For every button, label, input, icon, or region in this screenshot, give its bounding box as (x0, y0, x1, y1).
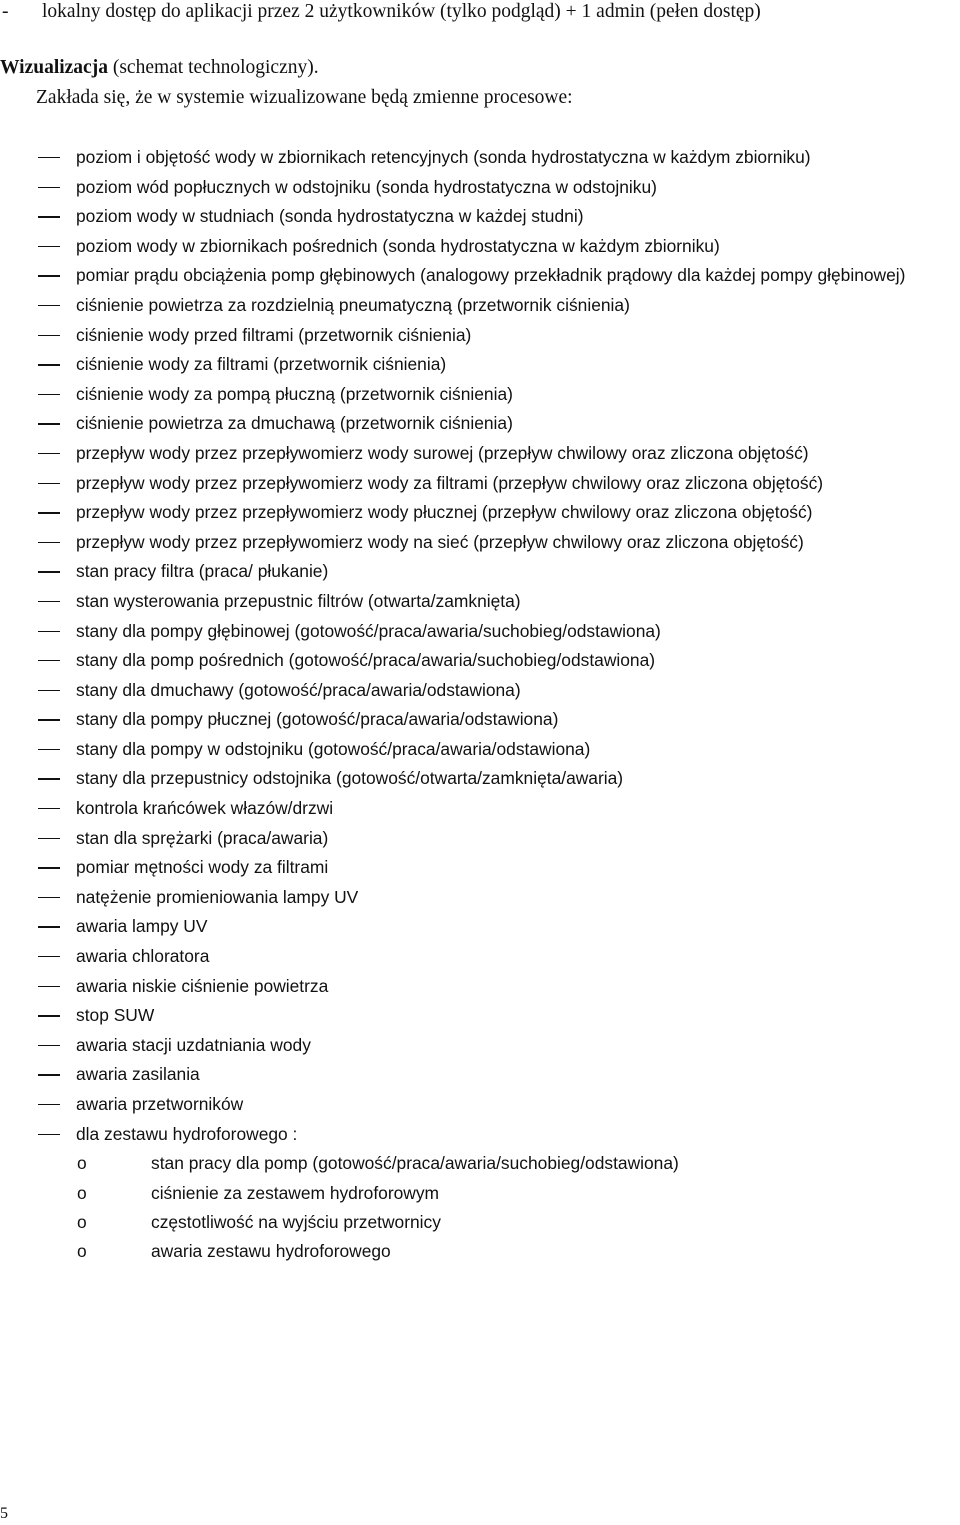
list-item-text: ciśnienie wody za filtrami (przetwornik ciśnienia) (76, 354, 447, 375)
list-item-text: pomiar mętności wody za filtrami (76, 857, 329, 878)
list-item-text: dla zestawu hydroforowego : (76, 1123, 298, 1144)
list-item (0, 705, 960, 735)
list-item (0, 1090, 960, 1120)
list-item-text: stan dla sprężarki (praca/awaria) (76, 827, 329, 848)
dash-bullet-icon (38, 157, 60, 158)
list-item-text: natężenie promieniowania lampy UV (76, 886, 359, 907)
dash-bullet-icon (38, 1045, 60, 1046)
list-item (0, 853, 960, 883)
list-item-text: awaria stacji uzdatniania wody (76, 1034, 311, 1055)
list-item-text: przepływ wody przez przepływomierz wody na sieć (przepływ chwilowy oraz zliczona objętość) (76, 531, 804, 552)
list-item (0, 676, 960, 706)
list-item-text: ciśnienie powietrza za dmuchawą (przetwornik ciśnienia) (76, 413, 513, 434)
dash-bullet-icon (38, 187, 60, 188)
circle-bullet-icon: o (77, 1182, 87, 1203)
sub-list-item (76, 1179, 958, 1208)
list-item (0, 1001, 960, 1031)
list-item (0, 409, 960, 439)
list-item (0, 942, 960, 972)
list-item (0, 587, 960, 617)
list-item (0, 291, 960, 321)
circle-bullet-icon: o (77, 1212, 87, 1232)
list-item-text: poziom wody w zbiornikach pośrednich (sonda hydrostatyczna w każdym zbiorniku) (76, 235, 720, 256)
dash-bullet-icon (38, 335, 60, 336)
list-item (0, 1060, 960, 1090)
dash-bullet-icon (38, 719, 60, 720)
section-heading (0, 56, 319, 80)
dash-bullet-icon (38, 1074, 60, 1075)
hydrophore-sublist (76, 1149, 958, 1267)
sub-list-item (76, 1149, 958, 1178)
list-item (0, 1031, 960, 1061)
list-item (0, 735, 960, 765)
list-item (0, 557, 960, 587)
list-item-text: poziom wody w studniach (sonda hydrostatyczna w każdej studni) (76, 206, 584, 227)
list-item (0, 764, 960, 794)
dash-bullet-icon (38, 275, 60, 276)
list-item (0, 380, 960, 410)
list-item (0, 350, 960, 380)
list-item-text: stany dla przepustnicy odstojnika (gotowość/otwarta/zamknięta/awaria) (76, 768, 624, 789)
list-item (0, 883, 960, 913)
dash-bullet-icon (38, 453, 60, 454)
dash-bullet-icon (38, 305, 60, 306)
dash-bullet-icon (38, 1104, 60, 1105)
dash-bullet-icon (38, 897, 60, 898)
list-item-text: awaria chloratora (76, 946, 210, 967)
list-item-text: pomiar prądu obciążenia pomp głębinowych (analogowy przekładnik prądowy dla każdej pompy głębinowej) (76, 265, 906, 286)
list-item-text: stany dla pompy płucznej (gotowość/praca/awaria/odstawiona) (76, 709, 559, 730)
dash-bullet-icon (38, 601, 60, 602)
list-item (0, 321, 960, 351)
dash-bullet-icon (38, 956, 60, 957)
dash-bullet-icon (38, 986, 60, 987)
list-item-text: awaria lampy UV (76, 916, 208, 937)
list-item-text: kontrola krańcówek włazów/drzwi (76, 798, 334, 819)
dash-bullet-icon (38, 542, 60, 543)
list-item (0, 439, 960, 469)
dash-bullet-icon (38, 808, 60, 809)
intro-paragraph: Zakłada się, że w systemie wizualizowane będą zmienne procesowe: (36, 87, 573, 108)
sub-list-item-text: awaria zestawu hydroforowego (151, 1241, 391, 1262)
list-item (0, 1120, 960, 1267)
dash-bullet-icon (38, 571, 60, 572)
list-item (0, 646, 960, 676)
dash-bullet-icon (38, 483, 60, 484)
dash-bullet-icon (38, 838, 60, 839)
list-item (0, 469, 960, 499)
list-item-text: poziom wód popłucznych w odstojniku (sonda hydrostatyczna w odstojniku) (76, 176, 657, 197)
circle-bullet-icon: o (77, 1241, 87, 1262)
sub-list-item (76, 1208, 958, 1237)
list-item (0, 202, 960, 232)
list-item (0, 528, 960, 558)
section-heading-rest: (schemat technologiczny). (107, 57, 319, 78)
dash-bullet-icon (38, 364, 60, 365)
list-item-text: przepływ wody przez przepływomierz wody surowej (przepływ chwilowy oraz zliczona objętość) (76, 442, 809, 463)
list-item-text: stan wysterowania przepustnic filtrów (otwarta/zamknięta) (76, 590, 521, 611)
dash-bullet: - (2, 1, 9, 22)
list-item (0, 261, 960, 291)
list-item-text: ciśnienie powietrza za rozdzielnią pneumatyczną (przetwornik ciśnienia) (76, 294, 630, 315)
list-item-text: ciśnienie wody przed filtrami (przetwornik ciśnienia) (76, 324, 472, 345)
list-item-text: poziom i objętość wody w zbiornikach retencyjnych (sonda hydrostatyczna w każdym zbiorniku) (76, 147, 811, 167)
list-item (0, 972, 960, 1002)
circle-bullet-icon: o (77, 1153, 87, 1174)
dash-bullet-icon (38, 926, 60, 927)
dash-bullet-icon (38, 394, 60, 395)
dash-bullet-icon (38, 216, 60, 217)
list-item (0, 173, 960, 203)
access-note-text: lokalny dostęp do aplikacji przez 2 użytkowników (tylko podgląd) + 1 admin (pełen dostęp) (42, 1, 761, 22)
list-item-text: ciśnienie wody za pompą płuczną (przetwornik ciśnienia) (76, 383, 513, 404)
list-item-text: stop SUW (76, 1005, 155, 1026)
list-item (0, 824, 960, 854)
dash-bullet-icon (38, 1015, 60, 1016)
sub-list-item (76, 1237, 958, 1266)
list-item (0, 498, 960, 528)
list-item-text: awaria przetworników (76, 1094, 244, 1114)
list-item-text: przepływ wody przez przepływomierz wody płucznej (przepływ chwilowy oraz zliczona objętość) (76, 502, 813, 523)
dash-bullet-icon (38, 867, 60, 868)
list-item-text: stany dla pompy głębinowej (gotowość/praca/awaria/suchobieg/odstawiona) (76, 620, 661, 641)
list-item (0, 617, 960, 647)
list-item-text: stany dla pompy w odstojniku (gotowość/praca/awaria/odstawiona) (76, 738, 591, 759)
list-item (0, 912, 960, 942)
list-item (0, 794, 960, 824)
section-heading-bold: Wizualizacja (0, 57, 108, 78)
list-item-text: przepływ wody przez przepływomierz wody za filtrami (przepływ chwilowy oraz zliczona objętość) (76, 472, 824, 493)
list-item-text: awaria niskie ciśnienie powietrza (76, 975, 329, 996)
list-item-text: stany dla dmuchawy (gotowość/praca/awaria/odstawiona) (76, 679, 521, 700)
dash-bullet-icon (38, 246, 60, 247)
process-variables-list (0, 143, 960, 1267)
dash-bullet-icon (38, 423, 60, 424)
dash-bullet-icon (38, 512, 60, 513)
list-item (0, 143, 960, 173)
list-item-text: stan pracy filtra (praca/ płukanie) (76, 561, 329, 582)
list-item-text: stany dla pomp pośrednich (gotowość/praca/awaria/suchobieg/odstawiona) (76, 650, 656, 671)
dash-bullet-icon (38, 660, 60, 661)
sub-list-item-text: częstotliwość na wyjściu przetwornicy (151, 1212, 441, 1232)
dash-bullet-icon (38, 749, 60, 750)
list-item (0, 232, 960, 262)
dash-bullet-icon (38, 778, 60, 779)
dash-bullet-icon (38, 690, 60, 691)
dash-bullet-icon (38, 1134, 60, 1135)
access-note-line (0, 0, 761, 24)
sub-list-item-text: stan pracy dla pomp (gotowość/praca/awaria/suchobieg/odstawiona) (151, 1153, 679, 1174)
dash-bullet-icon (38, 631, 60, 632)
list-item-text: awaria zasilania (76, 1064, 200, 1085)
sub-list-item-text: ciśnienie za zestawem hydroforowym (151, 1182, 440, 1203)
page-number: 5 (0, 1505, 8, 1522)
